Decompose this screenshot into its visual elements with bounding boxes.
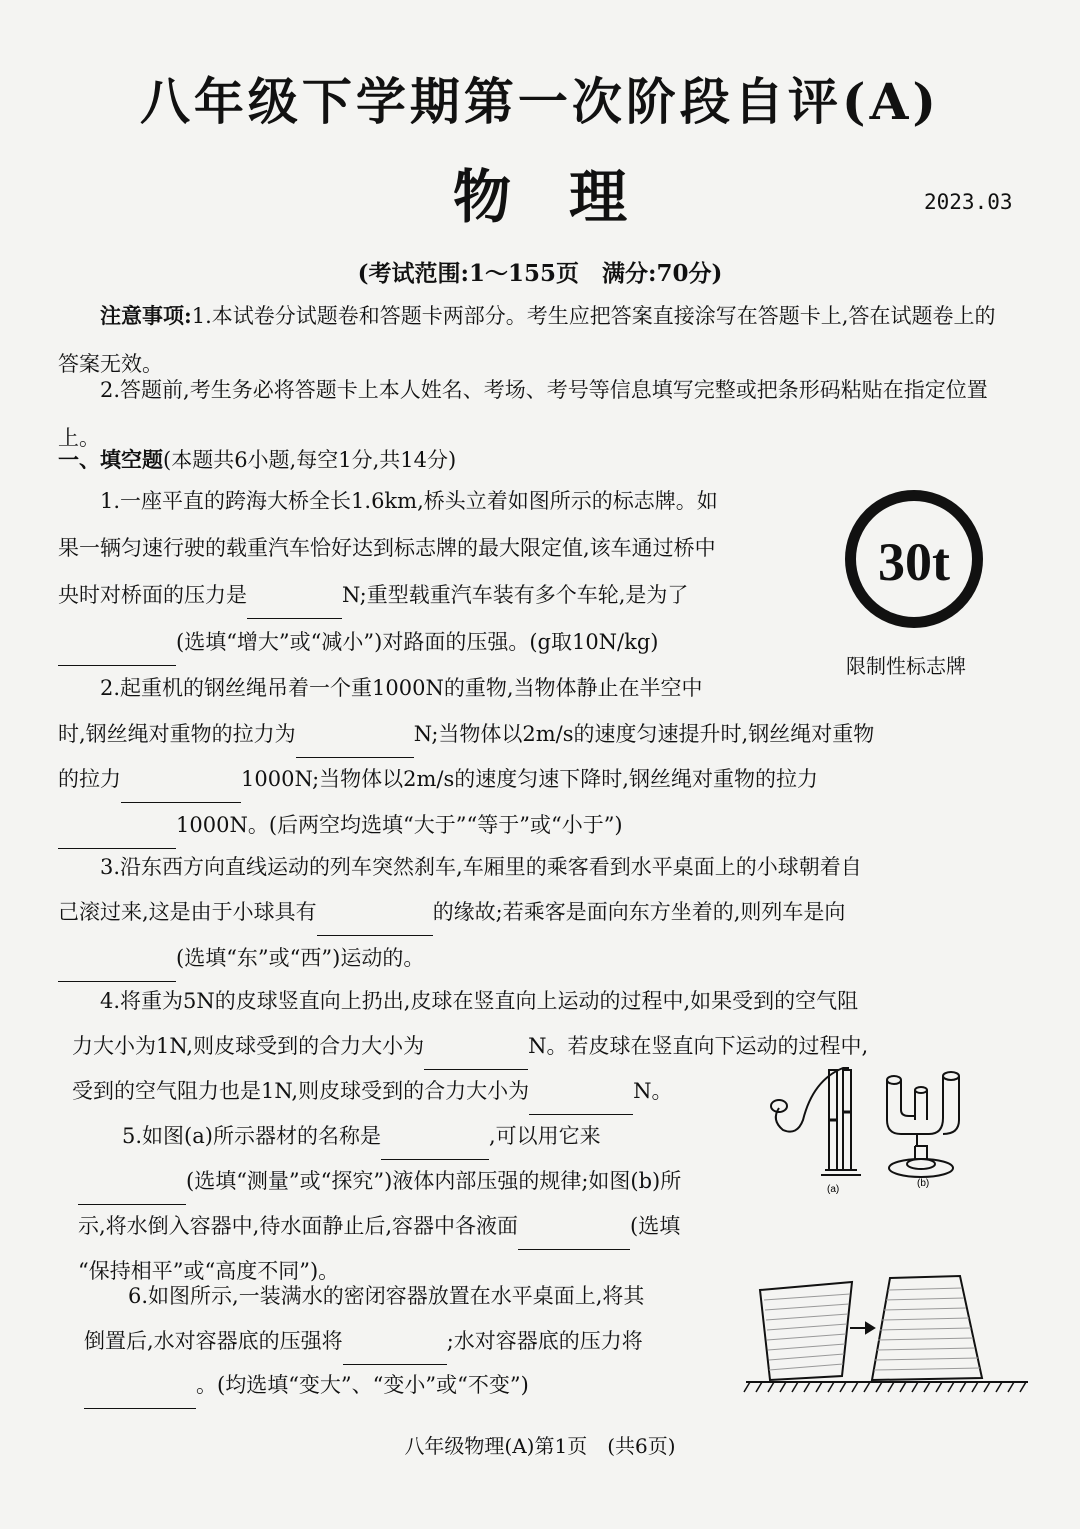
q3-blank-1[interactable] [317, 912, 433, 936]
arrow-icon [850, 1323, 874, 1333]
q5-blank-1[interactable] [381, 1136, 489, 1160]
q5-figure [765, 1060, 985, 1200]
q5-line-2 [78, 1158, 681, 1205]
q1-blank-1[interactable] [247, 595, 342, 619]
q2-line-1: 2.起重机的钢丝绳吊着一个重1000N的重物,当物体静止在半空中 [100, 676, 703, 700]
q4-text-3b: N。 [633, 1079, 673, 1103]
q1-text-3a: 央时对桥面的压力是 [58, 583, 247, 607]
q6-line-2 [84, 1318, 643, 1365]
q6-line-3 [84, 1362, 529, 1409]
q5-line-1 [122, 1113, 601, 1160]
fig-b-label: (b) [917, 1178, 930, 1189]
q3-text-2a: 己滚过来,这是由于小球具有 [58, 900, 317, 924]
section-label: 一、填空题 [58, 447, 163, 472]
q4-blank-2[interactable] [529, 1091, 633, 1115]
sign-text: 30t [878, 532, 950, 592]
page-footer: 八年级物理(A)第1页 (共6页) [404, 1434, 676, 1458]
q2-text-2b: N;当物体以2m/s的速度匀速提升时,钢丝绳对重物 [413, 722, 875, 746]
q5-blank-3[interactable] [518, 1226, 630, 1250]
container-inverted [872, 1276, 982, 1380]
q2-text-3a: 的拉力 [58, 767, 121, 791]
q2-text-2a: 时,钢丝绳对重物的拉力为 [58, 722, 296, 746]
notice-text-1: 1.本试卷分试题卷和答题卡两部分。考生应把答案直接涂写在答题卡上,答在试题卷上的答案无效。 [58, 304, 996, 376]
q1-line-3 [58, 572, 688, 619]
section-heading [58, 444, 456, 474]
q1-line-1: 1.一座平直的跨海大桥全长1.6km,桥头立着如图所示的标志牌。如 [100, 489, 718, 513]
q3-line-1: 3.沿东西方向直线运动的列车突然刹车,车厢里的乘客看到水平桌面上的小球朝着自 [100, 855, 862, 879]
q2-line-3 [58, 756, 818, 803]
q4-text-2b: N。若皮球在竖直向下运动的过程中, [528, 1034, 869, 1058]
q2-text-3b: 1000N;当物体以2m/s的速度匀速下降时,钢丝绳对重物的拉力 [241, 767, 818, 791]
container-upright [760, 1282, 852, 1380]
table-surface [744, 1382, 1028, 1392]
q6-text-2b: ;水对容器底的压力将 [446, 1329, 643, 1353]
manometer-figure [771, 1068, 861, 1175]
q2-blank-1[interactable] [296, 734, 414, 758]
q3-line-3 [58, 935, 424, 982]
q3-text-3: (选填“东”或“西”)运动的。 [176, 946, 425, 970]
q2-text-4: 1000N。(后两空均选填“大于”“等于”或“小于”) [176, 813, 623, 837]
connected-vessel-figure [887, 1072, 959, 1177]
q4-text-2a: 力大小为1N,则皮球受到的合力大小为 [72, 1034, 425, 1058]
notice-item-2: 2.答题前,考生务必将答题卡上本人姓名、考场、考号等信息填写完整或把条形码粘贴在指定位置上。 [58, 378, 988, 450]
exam-title: 八年级下学期第一次阶段自评(A) [139, 72, 941, 131]
q6-blank-2[interactable] [84, 1385, 196, 1409]
q5-line-4: “保持相平”或“高度不同”)。 [78, 1259, 340, 1283]
q4-line-2 [72, 1023, 868, 1070]
q4-line-3 [72, 1068, 672, 1115]
exam-date: 2023.03 [924, 190, 1013, 214]
q3-text-2b: 的缘故;若乘客是面向东方坐着的,则列车是向 [432, 900, 846, 924]
q6-text-2a: 倒置后,水对容器底的压强将 [84, 1329, 343, 1353]
q4-text-3a: 受到的空气阻力也是1N,则皮球受到的合力大小为 [72, 1079, 530, 1103]
subject-title: 物 理 [452, 163, 627, 231]
fig-a-label: (a) [827, 1184, 840, 1195]
q4-blank-1[interactable] [424, 1046, 528, 1070]
q5-line-3 [78, 1203, 680, 1250]
q1-text-3b: N;重型载重汽车装有多个车轮,是为了 [342, 583, 689, 607]
q6-figure [742, 1268, 1032, 1403]
q5-blank-2[interactable] [78, 1181, 186, 1205]
q2-line-4 [58, 802, 623, 849]
q5-text-1a: 5.如图(a)所示器材的名称是 [122, 1124, 381, 1148]
q6-text-3: 。(均选填“变大”、“变小”或“不变”) [196, 1373, 529, 1397]
q1-blank-2[interactable] [58, 642, 176, 666]
sign-caption: 限制性标志牌 [846, 654, 966, 678]
q2-line-2 [58, 711, 874, 758]
q3-line-2 [58, 889, 845, 936]
exam-scope: (考试范围:1～155页 满分:70分) [357, 260, 723, 287]
q5-text-1b: ,可以用它来 [488, 1124, 601, 1148]
q2-blank-2[interactable] [121, 779, 241, 803]
q1-line-2: 果一辆匀速行驶的载重汽车恰好达到标志牌的最大限定值,该车通过桥中 [58, 536, 716, 560]
section-desc: (本题共6小题,每空1分,共14分) [163, 448, 457, 472]
q5-text-2: (选填“测量”或“探究”)液体内部压强的规律;如图(b)所 [186, 1169, 682, 1193]
q5-text-3b: (选填 [630, 1214, 681, 1238]
q1-text-4: (选填“增大”或“减小”)对路面的压强。(g取10N/kg) [176, 630, 659, 654]
weight-limit-sign [845, 490, 983, 628]
q4-line-1: 4.将重为5N的皮球竖直向上扔出,皮球在竖直向上运动的过程中,如果受到的空气阻 [100, 989, 859, 1013]
q5-text-3a: 示,将水倒入容器中,待水面静止后,容器中各液面 [78, 1214, 519, 1238]
notice-label: 注意事项: [100, 303, 192, 328]
q1-line-4 [58, 619, 659, 666]
q6-line-1: 6.如图所示,一装满水的密闭容器放置在水平桌面上,将其 [128, 1284, 645, 1308]
